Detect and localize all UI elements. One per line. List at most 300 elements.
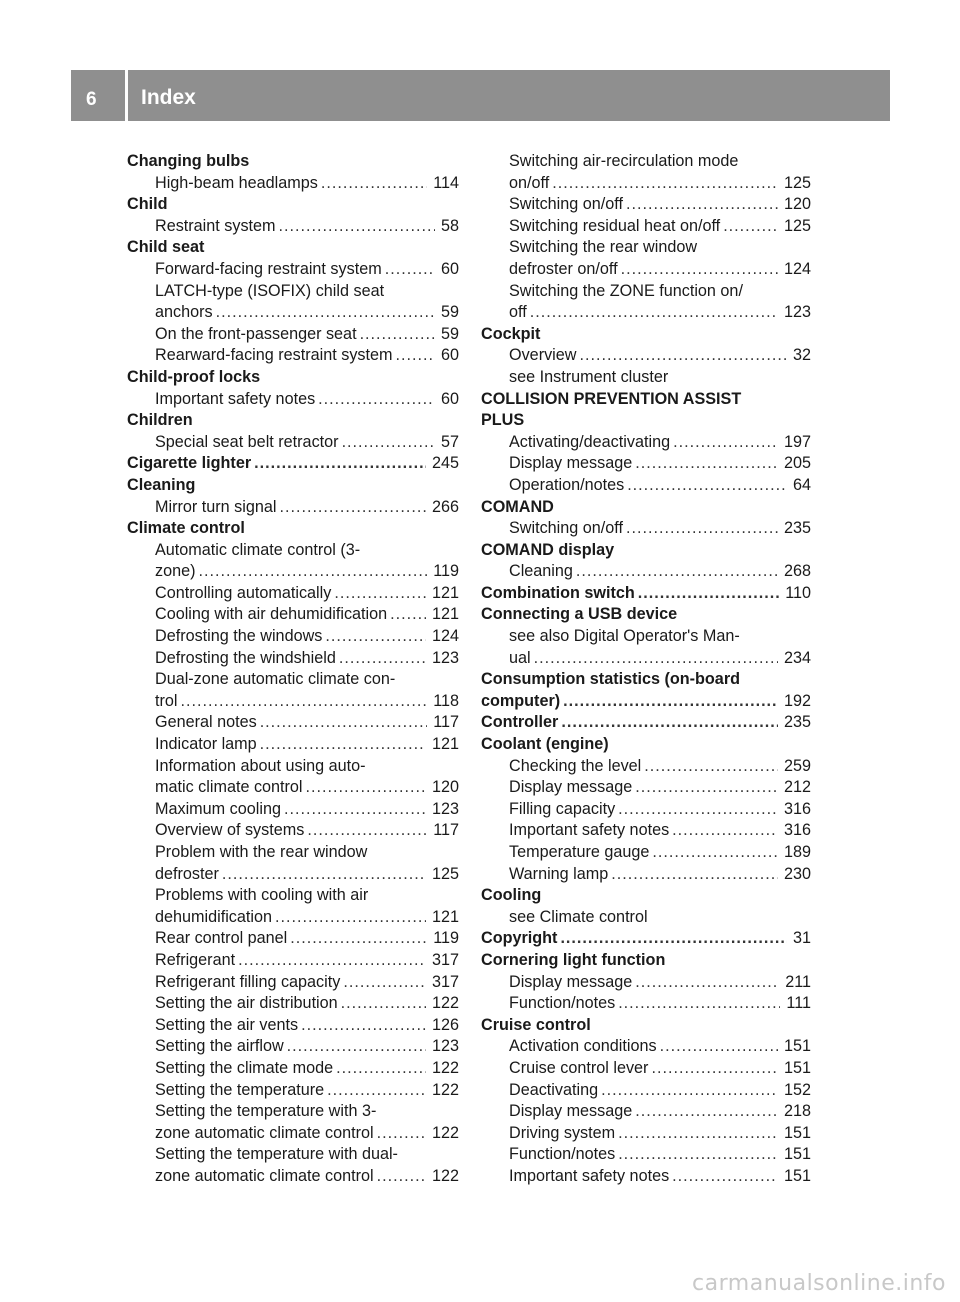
entry-label: Cooling	[481, 886, 542, 905]
page-reference: 123	[431, 799, 459, 818]
entry-row	[155, 712, 459, 734]
index-subentry	[127, 1101, 459, 1144]
index-column-right	[481, 151, 811, 1188]
entry-row	[127, 453, 459, 475]
index-subentry	[481, 820, 811, 842]
entry-row	[509, 1036, 811, 1058]
entry-label: Consumption statistics (on-board	[481, 670, 740, 689]
index-subentry	[127, 648, 459, 670]
dot-leader	[325, 626, 426, 648]
index-subentry	[127, 993, 459, 1015]
entry-label: anchors	[155, 303, 213, 322]
entry-label: Temperature gauge	[509, 843, 650, 861]
entry-label: Refrigerant filling capacity	[155, 972, 341, 991]
dot-leader	[618, 993, 780, 1015]
dot-leader	[385, 259, 435, 281]
entry-label: Cigarette lighter	[127, 454, 252, 473]
page-reference: 123	[783, 303, 811, 322]
dot-leader	[638, 583, 779, 605]
entry-label: Deactivating	[509, 1080, 599, 1099]
dot-leader	[644, 756, 778, 778]
index-entry	[127, 518, 459, 540]
page-reference: 316	[783, 799, 811, 818]
index-subentry	[481, 216, 811, 238]
entry-label: defroster	[155, 864, 219, 883]
dot-leader	[635, 777, 778, 799]
entry-row	[509, 475, 811, 497]
entry-row	[155, 648, 459, 670]
page-reference: 117	[433, 713, 459, 732]
index-subentry	[481, 777, 811, 799]
page-reference: 230	[783, 864, 811, 883]
entry-text-line: Setting the temperature with dual-	[155, 1145, 398, 1164]
entry-row	[481, 583, 811, 605]
entry-row	[509, 561, 811, 583]
page-reference: 59	[440, 324, 459, 343]
entry-label: zone)	[155, 562, 196, 581]
index-subentry	[127, 389, 459, 411]
entry-label: Child-proof locks	[127, 367, 261, 386]
entry-row	[155, 972, 459, 994]
entry-row	[509, 972, 811, 994]
page-title: Index	[141, 86, 196, 109]
dot-leader	[723, 216, 778, 238]
entry-label: Child	[127, 195, 168, 214]
page-reference: 123	[431, 648, 459, 667]
entry-row	[155, 907, 459, 929]
page-reference: 120	[783, 195, 811, 214]
index-subentry	[481, 1123, 811, 1145]
index-subentry	[127, 950, 459, 972]
dot-leader	[306, 777, 426, 799]
dot-leader	[360, 324, 435, 346]
index-subentry	[481, 626, 811, 669]
index-subentry	[127, 432, 459, 454]
index-subentry	[127, 928, 459, 950]
page-reference: 114	[433, 173, 459, 192]
dot-leader	[618, 1123, 778, 1145]
page-reference: 122	[431, 1123, 459, 1142]
entry-label: Switching on/off	[509, 519, 623, 538]
dot-leader	[238, 950, 426, 972]
page-reference: 125	[783, 216, 811, 235]
watermark: carmanualsonline.info	[692, 1271, 946, 1296]
entry-row	[509, 648, 811, 670]
dot-leader	[618, 799, 778, 821]
entry-text-line: Setting the temperature with 3-	[155, 1102, 377, 1121]
dot-leader	[621, 259, 778, 281]
index-entry	[481, 950, 811, 972]
entry-text-line: Dual-zone automatic climate con-	[155, 670, 396, 689]
page-reference: 192	[783, 691, 811, 710]
page-reference: 121	[431, 583, 459, 602]
page-reference: 122	[431, 994, 459, 1013]
entry-row	[155, 864, 459, 886]
index-subentry	[481, 367, 811, 389]
index-subentry	[481, 345, 811, 367]
entry-row	[155, 324, 459, 346]
page-reference: 64	[792, 475, 811, 494]
entry-label: Function/notes	[509, 1145, 616, 1164]
entry-row	[481, 712, 811, 734]
page-reference: 122	[431, 1058, 459, 1077]
dot-leader	[552, 173, 778, 195]
entry-label: Setting the climate mode	[155, 1058, 334, 1077]
index-subentry	[127, 281, 459, 324]
index-subentry	[127, 173, 459, 195]
index-subentry	[127, 1036, 459, 1058]
entry-row	[481, 691, 811, 713]
index-subentry	[127, 1080, 459, 1102]
entry-row	[481, 928, 811, 950]
page-reference: 121	[431, 735, 459, 754]
entry-label: Cornering light function	[481, 950, 666, 969]
entry-label: Activation conditions	[509, 1037, 657, 1056]
index-subentry	[481, 1036, 811, 1058]
index-subentry	[127, 216, 459, 238]
index-subentry	[481, 453, 811, 475]
index-subentry	[481, 281, 811, 324]
page-reference: 123	[431, 1037, 459, 1056]
entry-row	[509, 993, 811, 1015]
entry-row	[155, 432, 459, 454]
index-subentry	[481, 1101, 811, 1123]
page-reference: 268	[783, 562, 811, 581]
entry-label: Defrosting the windows	[155, 627, 323, 646]
entry-row	[155, 302, 459, 324]
index-subentry	[127, 497, 459, 519]
dot-leader	[216, 302, 435, 324]
entry-label: COMAND	[481, 497, 554, 516]
entry-row	[509, 1123, 811, 1145]
dot-leader	[334, 583, 426, 605]
entry-row	[155, 993, 459, 1015]
dot-leader	[254, 453, 426, 475]
entry-label: Changing bulbs	[127, 152, 250, 170]
index-subentry	[127, 259, 459, 281]
dot-leader	[652, 842, 778, 864]
entry-row	[155, 604, 459, 626]
index-entry	[481, 410, 811, 432]
index-entry	[481, 583, 811, 605]
dot-leader	[301, 1015, 426, 1037]
dot-leader	[181, 691, 428, 713]
index-subentry	[481, 907, 811, 929]
entry-row	[155, 345, 459, 367]
index-subentry	[127, 345, 459, 367]
page-reference: 197	[783, 432, 811, 451]
entry-text-line: Switching air-recirculation mode	[509, 152, 739, 170]
entry-row	[509, 194, 811, 216]
entry-row	[509, 1080, 811, 1102]
dot-leader	[672, 1166, 778, 1188]
entry-row	[509, 518, 811, 540]
entry-label: Checking the level	[509, 756, 642, 775]
entry-label: COMAND display	[481, 540, 615, 559]
page-reference: 151	[783, 1145, 811, 1164]
entry-label: Switching on/off	[509, 195, 623, 214]
entry-label: On the front-passenger seat	[155, 324, 357, 343]
page-reference: 32	[792, 346, 811, 365]
entry-row	[155, 820, 459, 842]
page-reference: 111	[786, 994, 811, 1013]
index-subentry	[481, 799, 811, 821]
index-entry	[127, 151, 459, 173]
page-reference: 122	[431, 1166, 459, 1185]
entry-row	[155, 928, 459, 950]
page-reference: 151	[783, 1166, 811, 1185]
entry-text-line: Automatic climate control (3-	[155, 540, 361, 559]
entry-row	[155, 734, 459, 756]
dot-leader	[635, 453, 778, 475]
entry-row	[155, 777, 459, 799]
entry-label: Cruise control	[481, 1015, 591, 1034]
dot-leader	[290, 928, 427, 950]
entry-label: Mirror turn signal	[155, 497, 277, 516]
index-entry	[127, 453, 459, 475]
index-subentry	[127, 669, 459, 712]
entry-row	[155, 1166, 459, 1188]
dot-leader	[576, 561, 778, 583]
page-reference: 59	[440, 303, 459, 322]
dot-leader	[260, 734, 426, 756]
index-subentry	[481, 864, 811, 886]
dot-leader	[618, 1144, 778, 1166]
entry-text-line: Information about using auto-	[155, 756, 366, 775]
entry-label: Rear control panel	[155, 929, 288, 948]
entry-row	[155, 1036, 459, 1058]
page-reference: 58	[440, 216, 459, 235]
index-subentry	[481, 194, 811, 216]
dot-leader	[342, 432, 435, 454]
page-reference: 118	[433, 691, 459, 710]
dot-leader	[673, 432, 778, 454]
dot-leader	[651, 1058, 778, 1080]
entry-label: Controller	[481, 713, 559, 732]
entry-label: High-beam headlamps	[155, 173, 318, 192]
entry-label: Setting the air vents	[155, 1015, 299, 1034]
dot-leader	[563, 691, 778, 713]
dot-leader	[672, 820, 778, 842]
entry-label: Switching residual heat on/off	[509, 216, 721, 235]
entry-label: Cockpit	[481, 324, 541, 343]
dot-leader	[336, 1058, 426, 1080]
dot-leader	[307, 820, 427, 842]
index-subentry	[127, 734, 459, 756]
index-entry	[481, 669, 811, 691]
page-reference: 124	[431, 627, 459, 646]
index-subentry	[481, 1166, 811, 1188]
entry-label: Combination switch	[481, 583, 635, 602]
index-entry	[481, 389, 811, 411]
entry-label: Cooling with air dehumidification	[155, 605, 388, 624]
index-subentry	[127, 820, 459, 842]
index-subentry	[127, 799, 459, 821]
index-entry	[481, 734, 811, 756]
entry-label: Setting the air distribution	[155, 994, 338, 1013]
index-subentry	[481, 237, 811, 280]
dot-leader	[377, 1166, 426, 1188]
index-subentry	[127, 626, 459, 648]
entry-label: Activating/deactivating	[509, 432, 671, 451]
entry-label: Filling capacity	[509, 799, 616, 818]
index-entry	[481, 497, 811, 519]
entry-label: computer)	[481, 691, 561, 710]
entry-text-line: Switching the ZONE function on/	[509, 281, 743, 300]
entry-label: Restraint system	[155, 216, 276, 235]
entry-label: General notes	[155, 713, 257, 732]
page-number: 6	[86, 89, 97, 110]
entry-label: Copyright	[481, 929, 558, 948]
entry-label: see Instrument cluster	[509, 367, 669, 386]
header-divider	[125, 70, 128, 121]
entry-label: Operation/notes	[509, 475, 625, 494]
index-subentry	[481, 842, 811, 864]
entry-label: Setting the temperature	[155, 1080, 325, 1099]
page-reference: 60	[440, 259, 459, 278]
entry-label: Connecting a USB device	[481, 605, 678, 624]
entry-row	[509, 453, 811, 475]
entry-label: Children	[127, 411, 193, 430]
entry-label: Special seat belt retractor	[155, 432, 339, 451]
entry-label: Indicator lamp	[155, 735, 257, 754]
entry-label: defroster on/off	[509, 259, 618, 278]
index-subentry	[127, 972, 459, 994]
dot-leader	[321, 173, 427, 195]
index-subentry	[481, 1144, 811, 1166]
entry-row	[155, 259, 459, 281]
entry-row	[509, 259, 811, 281]
dot-leader	[377, 1123, 426, 1145]
index-subentry	[127, 1144, 459, 1187]
page-reference: 122	[431, 1080, 459, 1099]
entry-label: Overview	[509, 346, 577, 365]
dot-leader	[327, 1080, 426, 1102]
index-entry	[481, 928, 811, 950]
dot-leader	[560, 928, 787, 950]
index-subentry	[481, 561, 811, 583]
entry-row	[155, 389, 459, 411]
index-subentry	[481, 1058, 811, 1080]
entry-label: Setting the airflow	[155, 1037, 284, 1056]
dot-leader	[626, 194, 778, 216]
index-entry	[481, 885, 811, 907]
entry-text-line: Problem with the rear window	[155, 843, 368, 861]
dot-leader	[561, 712, 778, 734]
entry-label: Climate control	[127, 519, 245, 538]
entry-text-line: see also Digital Operator's Man-	[509, 627, 740, 646]
entry-label: Display message	[509, 1102, 633, 1121]
entry-label: Child seat	[127, 238, 205, 257]
page-reference: 125	[431, 864, 459, 883]
page-reference: 212	[783, 778, 811, 797]
entry-label: trol	[155, 691, 178, 710]
entry-row	[509, 756, 811, 778]
entry-label: zone automatic climate control	[155, 1166, 374, 1185]
index-entry	[127, 367, 459, 389]
index-entry	[481, 604, 811, 626]
index-entry	[127, 410, 459, 432]
entry-label: off	[509, 303, 527, 322]
dot-leader	[635, 972, 779, 994]
page-reference: 151	[783, 1037, 811, 1056]
index-subentry	[127, 712, 459, 734]
dot-leader	[390, 604, 426, 626]
page-reference: 234	[783, 648, 811, 667]
page-reference: 60	[440, 346, 459, 365]
entry-label: COLLISION PREVENTION ASSIST	[481, 389, 742, 408]
index-subentry	[481, 432, 811, 454]
page-reference: 124	[783, 259, 811, 278]
entry-row	[509, 777, 811, 799]
entry-row	[155, 1058, 459, 1080]
dot-leader	[343, 972, 426, 994]
entry-row	[155, 691, 459, 713]
entry-row	[509, 173, 811, 195]
entry-label: Maximum cooling	[155, 799, 281, 818]
dot-leader	[626, 518, 778, 540]
page-reference: 152	[783, 1080, 811, 1099]
index-subentry	[127, 756, 459, 799]
index-entry	[481, 540, 811, 562]
page-reference: 110	[785, 583, 811, 602]
dot-leader	[287, 1036, 426, 1058]
entry-row	[509, 1101, 811, 1123]
entry-row	[155, 1123, 459, 1145]
entry-row	[509, 799, 811, 821]
entry-label: Important safety notes	[155, 389, 316, 408]
entry-label: Coolant (engine)	[481, 735, 609, 754]
entry-row	[509, 1144, 811, 1166]
entry-label: Driving system	[509, 1123, 616, 1142]
entry-row	[509, 216, 811, 238]
dot-leader	[318, 389, 435, 411]
dot-leader	[199, 561, 428, 583]
dot-leader	[534, 648, 778, 670]
entry-label: Refrigerant	[155, 950, 236, 969]
index-subentry	[127, 842, 459, 885]
entry-label: zone automatic climate control	[155, 1123, 374, 1142]
index-entry	[127, 194, 459, 216]
index-entry	[127, 475, 459, 497]
entry-row	[155, 799, 459, 821]
index-entry	[481, 691, 811, 713]
page-reference: 211	[785, 972, 811, 991]
index-subentry	[127, 583, 459, 605]
dot-leader	[284, 799, 426, 821]
entry-label: Display message	[509, 454, 633, 473]
entry-row	[509, 432, 811, 454]
entry-row	[155, 1080, 459, 1102]
page-reference: 121	[431, 907, 459, 926]
entry-row	[155, 497, 459, 519]
page-reference: 119	[433, 562, 459, 581]
entry-row	[155, 216, 459, 238]
dot-leader	[530, 302, 778, 324]
entry-text-line: Switching the rear window	[509, 238, 698, 257]
entry-label: Rearward-facing restraint system	[155, 346, 393, 365]
page-reference: 266	[431, 497, 459, 516]
page-reference: 205	[783, 454, 811, 473]
index-subentry	[127, 1058, 459, 1080]
entry-label: ual	[509, 648, 531, 667]
dot-leader	[279, 216, 435, 238]
entry-row	[155, 173, 459, 195]
dot-leader	[275, 907, 426, 929]
page-reference: 235	[783, 519, 811, 538]
page-reference: 126	[431, 1015, 459, 1034]
entry-row	[509, 820, 811, 842]
